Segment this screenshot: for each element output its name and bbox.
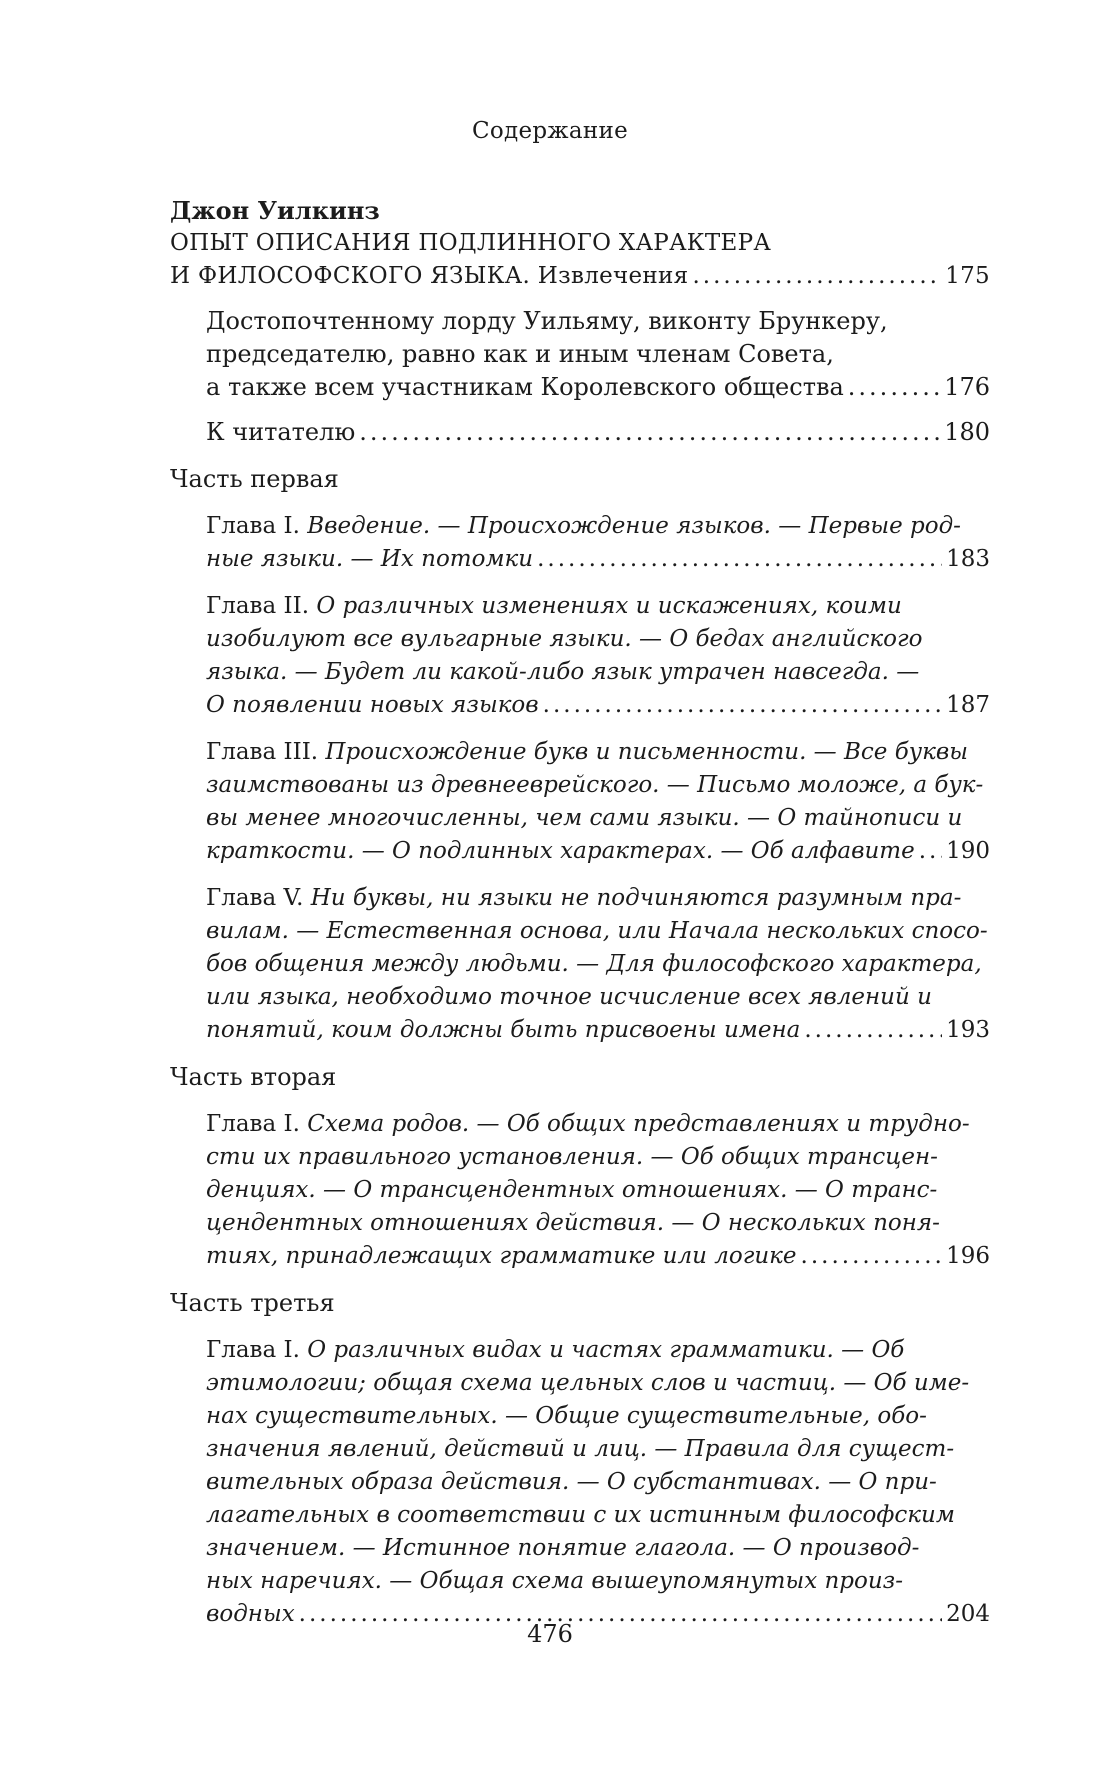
page-ref: 193 <box>946 1017 990 1043</box>
chapter-line <box>206 1466 990 1499</box>
chapter-text: Схема родов. — Об общих представлениях и трудно- <box>307 1111 970 1137</box>
page-ref: 204 <box>946 1601 990 1627</box>
chapter-line <box>206 1240 990 1273</box>
chapter-line <box>206 1207 990 1240</box>
toc-entry-chapter <box>170 1108 990 1273</box>
chapter-text: денциях. — О трансцендентных отношениях. — О транс- <box>206 1177 938 1203</box>
toc-entry-chapter <box>170 1334 990 1631</box>
page-number: 476 <box>527 1620 573 1648</box>
chapter-text: или языка, необходимо точное исчисление всех явлений и <box>206 984 932 1010</box>
page-ref: 183 <box>946 546 990 572</box>
page-ref: 175 <box>945 263 990 289</box>
chapter-line <box>206 835 990 868</box>
chapter-line <box>206 981 990 1014</box>
chapter-line <box>206 510 990 543</box>
chapter-text: вительных образа действия. — О субстантивах. — О при- <box>206 1469 937 1495</box>
chapter-line <box>206 1174 990 1207</box>
parts-list <box>170 463 990 1631</box>
chapter-text: Введение. — Происхождение языков. — Первые род- <box>307 513 961 539</box>
chapter-text: краткости. — О подлинных характерах. — Об алфавите <box>206 838 915 864</box>
work-title-line-2: И ФИЛОСОФСКОГО ЯЗЫКА. Извлечения ..... 175 <box>170 260 990 293</box>
chapter-line <box>206 1400 990 1433</box>
work-title-line-1: ОПЫТ ОПИСАНИЯ ПОДЛИННОГО ХАРАКТЕРА <box>170 230 772 256</box>
chapter-label: Глава III. <box>206 739 319 765</box>
chapter-line <box>206 915 990 948</box>
chapter-text: понятий, коим должны быть присвоены имена <box>206 1017 801 1043</box>
chapter-line <box>206 1532 990 1565</box>
chapter-text: О различных изменениях и искажениях, коими <box>316 593 902 619</box>
chapter-label: Глава V. <box>206 885 304 911</box>
table-of-contents <box>170 195 990 1631</box>
chapter-line <box>206 1565 990 1598</box>
running-header: Содержание <box>471 118 629 144</box>
chapter-line <box>206 590 990 623</box>
chapter-label: Глава I. <box>206 1111 300 1137</box>
chapter-line <box>206 689 990 722</box>
leader-dots <box>543 689 942 722</box>
chapter-text: О появлении новых языков <box>206 692 539 718</box>
chapter-line <box>206 543 990 576</box>
chapter-line <box>206 1108 990 1141</box>
chapter-text: изобилуют все вульгарные языки. — О бедах английского <box>206 626 923 652</box>
chapter-line <box>206 1141 990 1174</box>
chapter-text: заимствованы из древнееврейского. — Письмо моложе, а бук- <box>206 772 984 798</box>
toc-entry-chapter <box>170 882 990 1047</box>
chapter-line <box>206 769 990 802</box>
chapter-text: тиях, принадлежащих грамматике или логике <box>206 1243 797 1269</box>
chapter-text: вы менее многочисленны, чем сами языки. — О тайнописи и <box>206 805 963 831</box>
chapter-text: языка. — Будет ли какой-либо язык утрачен навсегда. — <box>206 659 920 685</box>
leader-dots <box>693 260 942 293</box>
chapter-line <box>206 882 990 915</box>
chapter-line <box>206 1499 990 1532</box>
chapter-text: ных наречиях. — Общая схема вышеупомянутых произ- <box>206 1568 903 1594</box>
page-ref: 187 <box>946 692 990 718</box>
chapter-text: Происхождение букв и письменности. — Все буквы <box>325 739 968 765</box>
part-heading: Часть первая <box>170 465 339 493</box>
chapter-line <box>206 623 990 656</box>
chapter-line <box>206 656 990 689</box>
chapter-line <box>206 1367 990 1400</box>
chapter-text: вилам. — Естественная основа, или Начала нескольких спосо- <box>206 918 988 944</box>
toc-entry-chapter <box>170 736 990 868</box>
chapter-text: значением. — Истинное понятие глагола. — О производ- <box>206 1535 920 1561</box>
chapter-text: значения явлений, действий и лиц. — Правила для сущест- <box>206 1436 955 1462</box>
page-ref: 196 <box>946 1243 990 1269</box>
toc-entry-reader: К читателю ..... 180 <box>170 416 990 449</box>
chapter-text: лагательных в соответствии с их истинным философским <box>206 1502 955 1528</box>
chapter-line <box>206 1014 990 1047</box>
toc-entry-dedication: Достопочтенному лорду Уильяму, виконту Брункеру, председателю, равно как и иным членам Совета, а также всем участникам Королевского общества ..... 176 <box>170 305 990 404</box>
chapter-text: бов общения между людьми. — Для философского характера, <box>206 951 982 977</box>
chapter-label: Глава I. <box>206 1337 300 1363</box>
page-ref: 190 <box>946 838 990 864</box>
chapter-text: Ни буквы, ни языки не подчиняются разумным пра- <box>310 885 962 911</box>
part-heading: Часть вторая <box>170 1063 337 1091</box>
chapter-text: цендентных отношениях действия. — О нескольких поня- <box>206 1210 940 1236</box>
chapter-line <box>206 1334 990 1367</box>
page-ref: 176 <box>944 373 990 401</box>
leader-dots <box>537 543 942 576</box>
leader-dots <box>801 1240 943 1273</box>
chapter-text: нах существительных. — Общие существительные, обо- <box>206 1403 927 1429</box>
chapter-text: ные языки. — Их потомки <box>206 546 534 572</box>
chapter-line <box>206 948 990 981</box>
chapter-text: водных <box>206 1601 295 1627</box>
chapter-line <box>206 736 990 769</box>
author-name: Джон Уилкинз <box>170 196 380 225</box>
chapter-label: Глава II. <box>206 593 310 619</box>
part-heading: Часть третья <box>170 1289 335 1317</box>
leader-dots <box>848 371 940 404</box>
chapter-line <box>206 802 990 835</box>
leader-dots <box>359 416 940 449</box>
leader-dots <box>919 835 942 868</box>
leader-dots <box>804 1014 942 1047</box>
toc-entry-chapter <box>170 590 990 722</box>
page-ref: 180 <box>944 418 990 446</box>
chapter-line <box>206 1433 990 1466</box>
toc-entry-chapter <box>170 510 990 576</box>
chapter-label: Глава I. <box>206 513 300 539</box>
chapter-text: сти их правильного установления. — Об общих трансцен- <box>206 1144 938 1170</box>
chapter-text: этимологии; общая схема цельных слов и частиц. — Об име- <box>206 1370 970 1396</box>
chapter-text: О различных видах и частях грамматики. — Об <box>307 1337 905 1363</box>
